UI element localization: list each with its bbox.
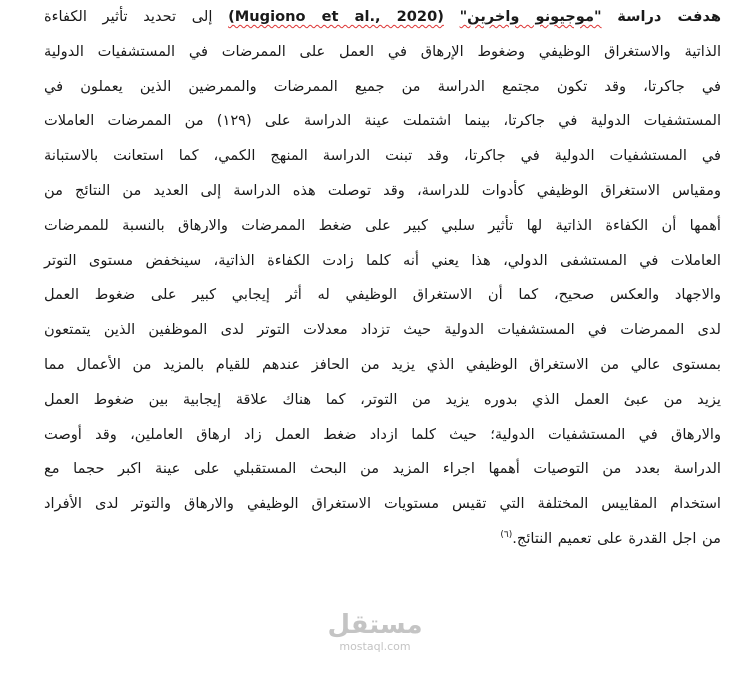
paragraph-line-5: في المستشفيات الدولية في جاكرتا، وقد تبنت الدراسة المنهج الكمي، كما استعانت بالاستبانة bbox=[44, 147, 721, 165]
watermark-logo: مستقل bbox=[327, 610, 423, 640]
paragraph-line-12: يزيد من عبئ العمل الذي بدوره يزيد من التوتر، كما هناك علاقة إيجابية بين ضغوط العمل bbox=[44, 390, 721, 408]
paragraph-line-2: الذاتية والاستغراق الوظيفي وضغوط الإرهاق في العمل على الممرضات في المستشفيات الدولية bbox=[44, 42, 721, 60]
document-page bbox=[44, 0, 721, 600]
paragraph-line-9: والاجهاد والعكس صحيح، كما أن الاستغراق الوظيفي له أثر إيجابي كبير على ضغوط العمل bbox=[44, 286, 721, 304]
paragraph-line-8: العاملات في المستشفى الدولي، هذا يعني أنه كلما زادت الكفاءة الذاتية، سينخفض مستوى التوتر bbox=[44, 251, 721, 269]
paragraph-line-10: لدى الممرضات في المستشفيات الدولية حيث تزداد معدلات التوتر لدى الموظفين الذين يتمتعون bbox=[44, 321, 721, 339]
last-line-text: من اجل القدرة على تعميم النتائج. bbox=[512, 529, 721, 547]
paragraph-line-16 bbox=[44, 522, 721, 557]
paragraph-line-7: أهمها أن الكفاءة الذاتية لها تأثير سلبي كبير على ضغط الممرضات والارهاق بالنسبة للممرضات bbox=[44, 216, 721, 234]
intro-phrase: هدفت دراسة bbox=[617, 8, 722, 25]
paragraph-line-15: استخدام المقاييس المختلفة التي تقيس مستويات الاستغراق الوظيفي والارهاق والتوتر لدى الأفراد bbox=[44, 495, 721, 513]
study-summary-paragraph bbox=[44, 0, 721, 557]
watermark-url: mostaql.com bbox=[339, 640, 411, 653]
line-1-text: إلى تحديد تأثير الكفاءة bbox=[44, 8, 213, 25]
citation-arabic: "موجيونو واخرين" bbox=[459, 8, 602, 25]
paragraph-line-3: في جاكرتا، وقد تكون مجتمع الدراسة من جميع الممرضات والممرضين الذين يعملون في bbox=[44, 77, 721, 95]
citation-english: (Mugiono et al., 2020) bbox=[228, 8, 444, 25]
paragraph-line-14: الدراسة بعدد من التوصيات أهمها اجراء المزيد من البحث المستقبلي على عينة اكبر حجما مع bbox=[44, 460, 721, 478]
footnote-marker: (٦) bbox=[500, 530, 513, 541]
paragraph-line-4: المستشفيات الدولية في جاكرتا، بينما اشتملت عينة الدراسة على (١٢٩) من الممرضات العاملات bbox=[44, 112, 722, 130]
paragraph-line-13: والارهاق في المستشفيات الدولية؛ حيث كلما ازداد ضغط العمل زاد ارهاق العاملين، وقد أوصت bbox=[44, 425, 721, 443]
mostaql-watermark bbox=[320, 610, 430, 662]
paragraph-line-11: بمستوى عالي من الاستغراق الوظيفي الذي يزيد من الحافز عندهم للقيام بالمزيد من الأعمال مما bbox=[44, 355, 721, 373]
paragraph-line-1 bbox=[44, 0, 721, 35]
paragraph-line-6: ومقياس الاستغراق الوظيفي كأدوات للدراسة، وقد توصلت هذه الدراسة إلى العديد من النتائج من bbox=[44, 181, 721, 199]
